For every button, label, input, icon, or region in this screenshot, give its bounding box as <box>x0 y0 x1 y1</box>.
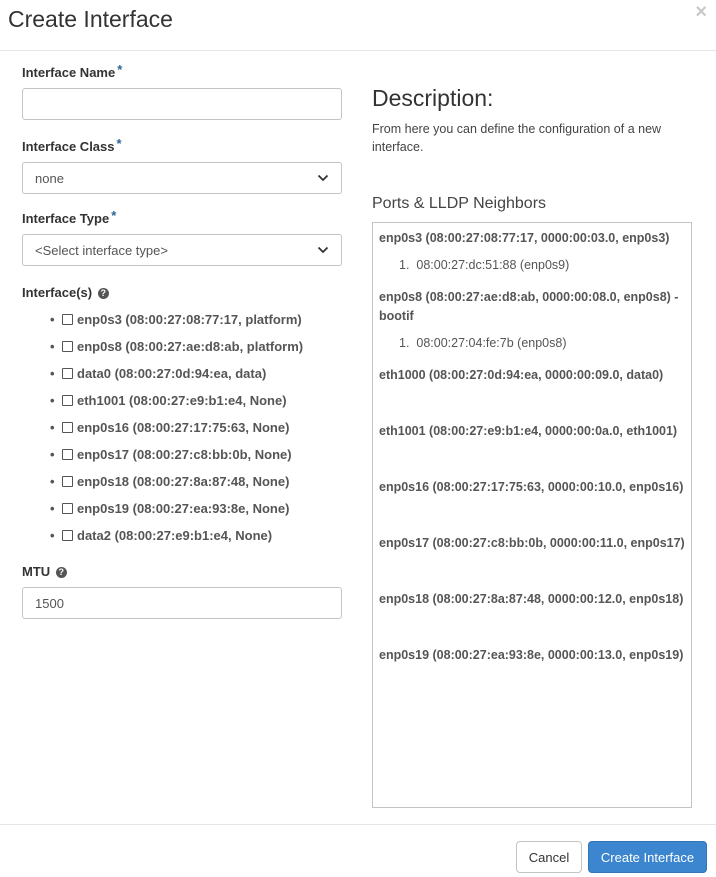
dialog-title: Create Interface <box>8 6 173 32</box>
list-item: • enp0s3 (08:00:27:08:77:17, platform) <box>50 312 302 327</box>
port-entry <box>379 590 685 609</box>
description-title: Description: <box>372 85 494 111</box>
interface-checkbox[interactable] <box>62 476 73 487</box>
list-item: • enp0s17 (08:00:27:c8:bb:0b, None) <box>50 447 292 462</box>
dialog-footer <box>0 824 716 877</box>
interface-type-label-text: Interface Type <box>22 211 110 226</box>
port-name: enp0s3 (08:00:27:08:77:17, 0000:00:03.0, enp0s3) <box>379 231 670 245</box>
neighbor-label: 08:00:27:04:fe:7b (enp0s8) <box>416 336 567 350</box>
interface-checkbox[interactable] <box>62 395 73 406</box>
interface-checkbox[interactable] <box>62 368 73 379</box>
mtu-label-text: MTU <box>22 564 51 579</box>
interfaces-checklist <box>22 306 342 549</box>
neighbor-label: 08:00:27:dc:51:88 (enp0s9) <box>416 258 570 272</box>
port-name: enp0s17 (08:00:27:c8:bb:0b, 0000:00:11.0, enp0s17) <box>379 536 685 550</box>
interface-class-label <box>22 138 342 156</box>
interface-checkbox[interactable] <box>62 314 73 325</box>
help-icon[interactable]: ? <box>56 567 67 578</box>
port-entry <box>379 366 685 385</box>
cancel-button[interactable]: Cancel <box>516 841 582 873</box>
mtu-label <box>22 563 342 581</box>
list-item: • data2 (08:00:27:e9:b1:e4, None) <box>50 528 273 543</box>
chevron-down-icon <box>317 244 329 256</box>
interface-option-label[interactable]: eth1001 (08:00:27:e9:b1:e4, None) <box>77 393 287 408</box>
mtu-input[interactable] <box>22 587 342 619</box>
list-item: • enp0s8 (08:00:27:ae:d8:ab, platform) <box>50 339 304 354</box>
neighbor-item: 1. 08:00:27:dc:51:88 (enp0s9) <box>399 258 570 272</box>
interface-type-label <box>22 210 342 228</box>
interface-name-label <box>22 64 342 82</box>
interface-type-value: <Select interface type> <box>35 242 168 258</box>
interface-option-label[interactable]: data0 (08:00:27:0d:94:ea, data) <box>77 366 267 381</box>
neighbor-list <box>379 334 685 352</box>
port-entry <box>379 478 685 497</box>
list-item: • eth1001 (08:00:27:e9:b1:e4, None) <box>50 393 287 408</box>
interface-type-select[interactable] <box>22 234 342 266</box>
neighbor-item: 1. 08:00:27:04:fe:7b (enp0s8) <box>399 336 567 350</box>
chevron-down-icon <box>317 172 329 184</box>
interface-class-label-text: Interface Class <box>22 139 115 154</box>
port-entry <box>379 646 685 665</box>
interface-option-label[interactable]: enp0s18 (08:00:27:8a:87:48, None) <box>77 474 290 489</box>
ports-box[interactable] <box>372 222 692 808</box>
interface-option-label[interactable]: enp0s3 (08:00:27:08:77:17, platform) <box>77 312 302 327</box>
interface-option-label[interactable]: enp0s8 (08:00:27:ae:d8:ab, platform) <box>77 339 304 354</box>
interface-option-label[interactable]: enp0s16 (08:00:27:17:75:63, None) <box>77 420 290 435</box>
interface-checkbox[interactable] <box>62 341 73 352</box>
list-item: • enp0s16 (08:00:27:17:75:63, None) <box>50 420 290 435</box>
interfaces-label-text: Interface(s) <box>22 285 93 300</box>
interface-option-label[interactable]: enp0s17 (08:00:27:c8:bb:0b, None) <box>77 447 292 462</box>
port-entry <box>379 288 685 352</box>
create-interface-button[interactable]: Create Interface <box>588 841 707 873</box>
list-item: • data0 (08:00:27:0d:94:ea, data) <box>50 366 267 381</box>
ports-title: Ports & LLDP Neighbors <box>372 195 547 212</box>
interface-option-label[interactable]: enp0s19 (08:00:27:ea:93:8e, None) <box>77 501 290 516</box>
port-name: eth1000 (08:00:27:0d:94:ea, 0000:00:09.0, data0) <box>379 368 664 382</box>
dialog-header <box>0 0 716 51</box>
interface-name-label-text: Interface Name <box>22 65 116 80</box>
required-marker: * <box>117 62 123 77</box>
interface-class-value: none <box>35 170 64 186</box>
interface-class-select[interactable] <box>22 162 342 194</box>
required-marker: * <box>111 208 117 223</box>
interface-checkbox[interactable] <box>62 530 73 541</box>
interface-name-input[interactable] <box>22 88 342 120</box>
port-name: enp0s8 (08:00:27:ae:d8:ab, 0000:00:08.0, enp0s8) - bootif <box>379 290 679 323</box>
description-text: From here you can define the configuration of a new interface. <box>372 122 662 154</box>
interface-checkbox[interactable] <box>62 503 73 514</box>
list-item: • enp0s19 (08:00:27:ea:93:8e, None) <box>50 501 290 516</box>
description-panel <box>372 84 692 808</box>
close-icon[interactable]: × <box>695 1 707 23</box>
interfaces-label <box>22 284 342 302</box>
port-entry <box>379 534 685 553</box>
port-name: enp0s19 (08:00:27:ea:93:8e, 0000:00:13.0, enp0s19) <box>379 648 684 662</box>
help-icon[interactable]: ? <box>98 288 109 299</box>
interface-checkbox[interactable] <box>62 449 73 460</box>
required-marker: * <box>116 136 122 151</box>
list-item: • enp0s18 (08:00:27:8a:87:48, None) <box>50 474 290 489</box>
form-panel <box>22 64 342 619</box>
port-entry <box>379 229 685 274</box>
port-name: eth1001 (08:00:27:e9:b1:e4, 0000:00:0a.0, eth1001) <box>379 424 678 438</box>
neighbor-list <box>379 256 685 274</box>
interface-checkbox[interactable] <box>62 422 73 433</box>
port-entry <box>379 422 685 441</box>
port-name: enp0s18 (08:00:27:8a:87:48, 0000:00:12.0, enp0s18) <box>379 592 684 606</box>
interface-option-label[interactable]: data2 (08:00:27:e9:b1:e4, None) <box>77 528 273 543</box>
port-name: enp0s16 (08:00:27:17:75:63, 0000:00:10.0, enp0s16) <box>379 480 684 494</box>
